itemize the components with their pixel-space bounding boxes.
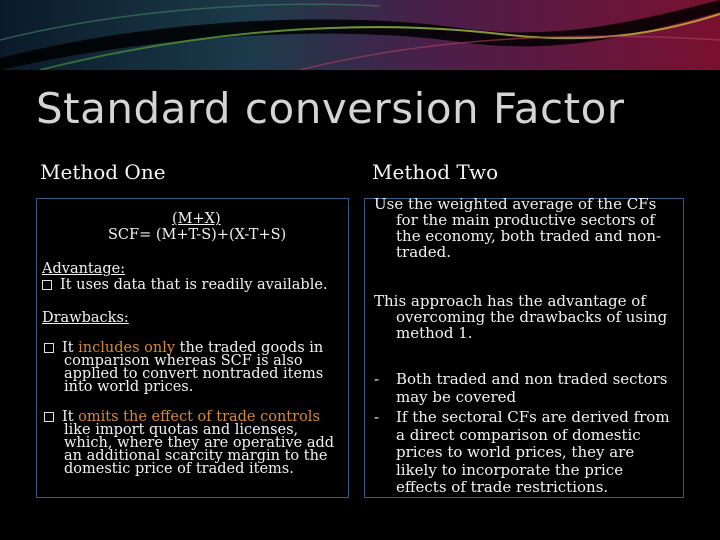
method-two-paragraph-1: Use the weighted average of the CFs for the main productive sectors of the economy, both traded and non- traded. xyxy=(374,195,662,261)
drawbacks-heading: Drawbacks: xyxy=(42,310,129,326)
decorative-header-band xyxy=(0,0,720,70)
method-two-paragraph-2: This approach has the advantage of overcoming the drawbacks of using method 1. xyxy=(374,292,668,342)
dash-bullet: - xyxy=(374,408,380,426)
formula: SCF= (M+T-S)+(X-T+S) xyxy=(108,227,287,243)
drawback-item-2: It omits the effect of trade controls like import quotas and licenses, which, where they are operative add an additional scarcity margin to the domestic price of traded items. xyxy=(44,411,344,476)
checkbox-bullet-icon xyxy=(42,280,52,290)
dash-bullet: - xyxy=(374,370,380,388)
slide-title: Standard conversion Factor xyxy=(36,84,625,133)
formula-numerator: (M+X) xyxy=(172,211,221,227)
highlight-text: includes only xyxy=(78,340,176,356)
advantage-text-line xyxy=(42,278,328,292)
checkbox-bullet-icon xyxy=(44,412,54,422)
advantage-text: It uses data that is readily available. xyxy=(60,277,328,293)
method-two-list-item-1: - Both traded and non traded sectors may be covered xyxy=(374,370,668,406)
method-two-list-item-2: - If the sectoral CFs are derived from a direct comparison of domestic prices to world prices, they are likely to incorporate the price effects of trade restrictions. xyxy=(374,408,670,496)
drawback-item-1: It includes only the traded goods in comparison whereas SCF is also applied to convert nontraded items into world prices. xyxy=(44,342,344,394)
method-two-heading: Method Two xyxy=(372,160,499,184)
header-swoosh-graphic xyxy=(0,0,720,70)
highlight-text: omits the effect of trade controls xyxy=(78,409,320,425)
advantage-heading: Advantage: xyxy=(42,261,126,277)
method-one-heading: Method One xyxy=(40,160,166,184)
checkbox-bullet-icon xyxy=(44,343,54,353)
